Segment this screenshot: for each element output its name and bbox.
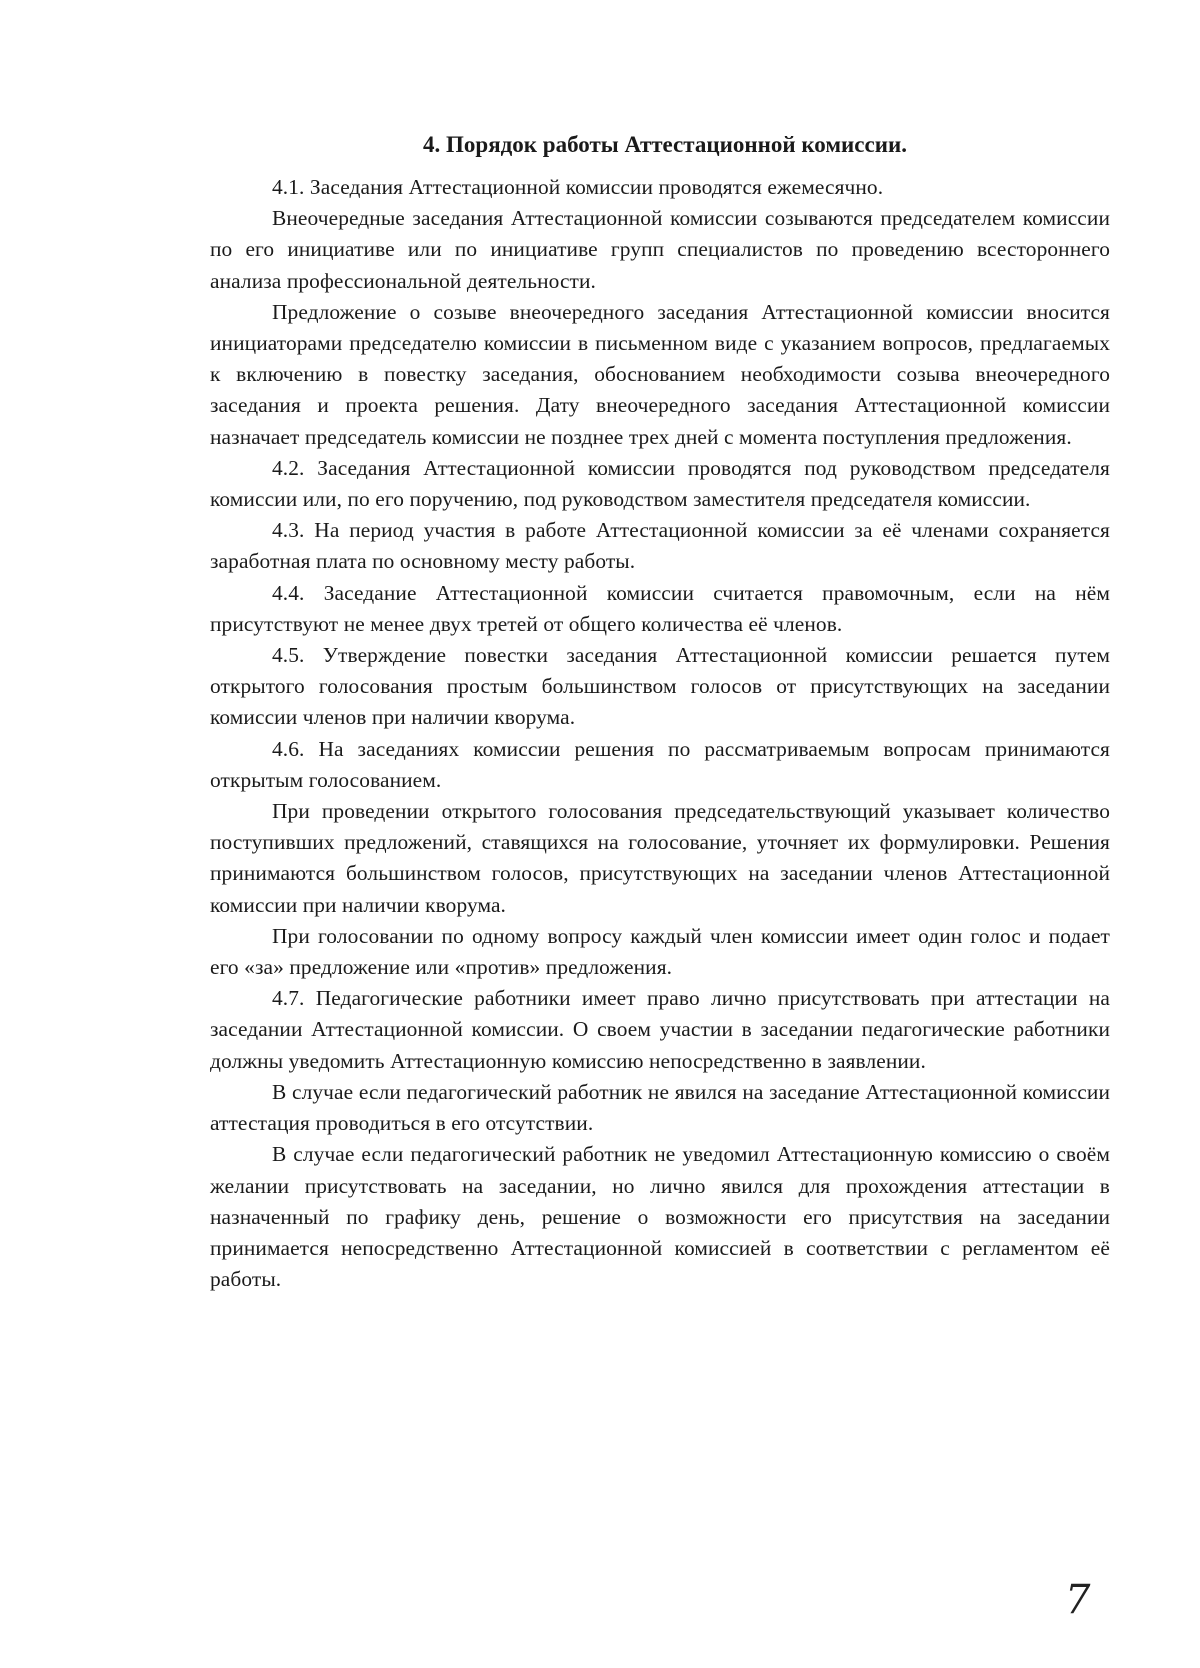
paragraph-single-vote: При голосовании по одному вопросу каждый член комиссии имеет один голос и подает его «за» предложение или «против» предложения. — [210, 923, 1110, 980]
paragraph-4-5: 4.5. Утверждение повестки заседания Аттестационной комиссии решается путем открытого голосования простым большинством голосов от присутствующих на заседании комиссии членов при наличии кворума. — [210, 643, 1110, 730]
paragraph-unnotified-presence: В случае если педагогический работник не уведомил Аттестационную комиссию о своём желании присутствовать на заседании, но лично явился для прохождения аттестации в назначенный по графику день, решение о возможности его присутствия на заседании принимается непосредственно Аттестационной комиссией в соответствии с регламентом её работы. — [210, 1142, 1110, 1292]
paragraph-4-1: 4.1. Заседания Аттестационной комиссии проводятся ежемесячно. — [272, 175, 884, 199]
section-title: 4. Порядок работы Аттестационной комиссии. — [423, 132, 907, 157]
page-number: 7 — [1065, 1577, 1091, 1623]
paragraph-4-3: 4.3. На период участия в работе Аттестационной комиссии за её членами сохраняется заработная плата по основному месту работы. — [210, 518, 1110, 574]
paragraph-4-4: 4.4. Заседание Аттестационной комиссии считается правомочным, если на нём присутствуют не менее двух третей от общего количества её членов. — [210, 580, 1110, 636]
paragraph-extraordinary-meetings: Внеочередные заседания Аттестационной комиссии созываются председателем комиссии по его инициативе или по инициативе групп специалистов по проведению всестороннего анализа профессиональной деятельности. — [210, 206, 1110, 293]
paragraph-absence: В случае если педагогический работник не явился на заседание Аттестационной комиссии аттестация проводиться в его отсутствии. — [210, 1079, 1110, 1136]
paragraph-open-voting: При проведении открытого голосования председательствующий указывает количество поступивших предложений, ставящихся на голосование, уточняет их формулировки. Решения принимаются большинством голосов, присутствующих на заседании членов Аттестационной комиссии при наличии кворума. — [210, 799, 1110, 917]
paragraph-4-6: 4.6. На заседаниях комиссии решения по рассматриваемым вопросам принимаются открытым голосованием. — [210, 736, 1110, 792]
document-page — [210, 130, 1110, 1295]
paragraph-4-7: 4.7. Педагогические работники имеет право лично присутствовать при аттестации на заседании Аттестационной комиссии. О своем участии в заседании педагогические работники должны уведомить Аттестационную комиссию непосредственно в заявлении. — [210, 986, 1110, 1073]
paragraph-4-2: 4.2. Заседания Аттестационной комиссии проводятся под руководством председателя комиссии или, по его поручению, под руководством заместителя председателя комиссии. — [210, 455, 1110, 512]
paragraph-meeting-proposal: Предложение о созыве внеочередного заседания Аттестационной комиссии вносится инициаторами председателю комиссии в письменном виде с указанием вопросов, предлагаемых к включению в повестку заседания, обоснованием необходимости созыва внеочередного заседания и проекта решения. Дату внеочередного заседания Аттестационной комиссии назначает председатель комиссии не позднее трех дней с момента поступления предложения. — [210, 299, 1110, 449]
